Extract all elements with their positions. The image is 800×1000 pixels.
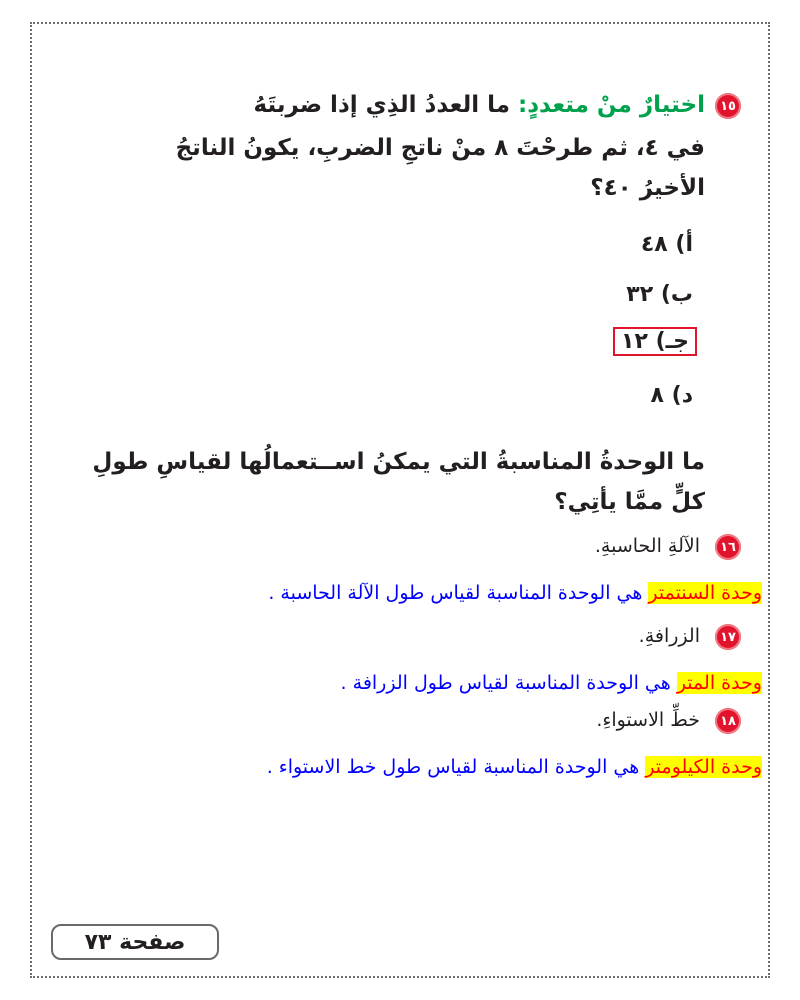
page-number-label: صفحة ٧٣ — [84, 929, 186, 955]
question-17-number: ١٧ — [720, 629, 736, 645]
question-15-line-3: الأخيرُ ٤٠؟ — [590, 175, 705, 201]
answer-18-highlight — [645, 756, 762, 778]
question-16-text: الآلةِ الحاسبةِ. — [594, 535, 700, 557]
answer-16-rest: هي الوحدة المناسبة لقياس طول الآلة الحاسبة . — [268, 582, 649, 604]
answer-16-unit: وحدة السنتمتر — [648, 582, 762, 604]
choice-b — [626, 282, 693, 307]
question-15-line-1: ما العددُ الذِي إذا ضربتَهُ — [253, 92, 511, 118]
question-18-text: خطِّ الاستواءِ. — [596, 709, 700, 731]
prompt-line-2: كلٍّ ممَّا يأتِي؟ — [554, 489, 705, 515]
question-17-text: الزرافةِ. — [638, 625, 700, 647]
page-number-tag — [51, 924, 219, 960]
question-18-number: ١٨ — [720, 713, 736, 729]
question-15-number-badge — [715, 93, 741, 119]
choice-c-value: ١٢ — [621, 329, 648, 354]
choice-d-value: ٨ — [650, 383, 664, 408]
answer-18-unit: وحدة الكيلومتر — [645, 756, 762, 778]
choice-d-letter: د) — [671, 383, 693, 408]
choice-b-value: ٣٢ — [626, 282, 654, 307]
choice-a — [641, 232, 693, 257]
question-17-number-badge — [715, 624, 741, 650]
answer-17-rest: هي الوحدة المناسبة لقياس طول الزرافة . — [340, 672, 677, 694]
choice-b-letter: ب) — [660, 282, 693, 307]
answer-18 — [267, 752, 762, 782]
choice-a-letter: أ) — [675, 232, 693, 257]
question-15-text — [145, 85, 705, 125]
prompt-line-1: ما الوحدةُ المناسبةُ التي يمكنُ اســتعمالُها لقياسِ طولِ — [92, 449, 705, 475]
question-16-number: ١٦ — [720, 539, 736, 555]
answer-17-unit: وحدة المتر — [676, 672, 762, 694]
question-15-label: اختيارٌ منْ متعددٍ: — [518, 92, 705, 118]
answer-18-rest: هي الوحدة المناسبة لقياس طول خط الاستواء . — [266, 756, 646, 778]
choice-c-letter: جـ) — [655, 329, 689, 354]
choice-c-correct-answer-box — [613, 327, 697, 356]
answer-17 — [341, 668, 762, 698]
choice-d — [651, 383, 693, 408]
question-15-line-2: في ٤، ثم طرحْتَ ٨ منْ ناتجِ الضربِ، يكونُ الناتجُ — [175, 135, 705, 161]
answer-16-highlight — [648, 582, 762, 604]
question-15-number: ١٥ — [720, 98, 736, 114]
answer-16 — [268, 578, 762, 608]
question-18-number-badge — [715, 708, 741, 734]
answer-17-highlight — [677, 672, 762, 694]
choice-a-value: ٤٨ — [640, 232, 668, 257]
question-16-number-badge — [715, 534, 741, 560]
